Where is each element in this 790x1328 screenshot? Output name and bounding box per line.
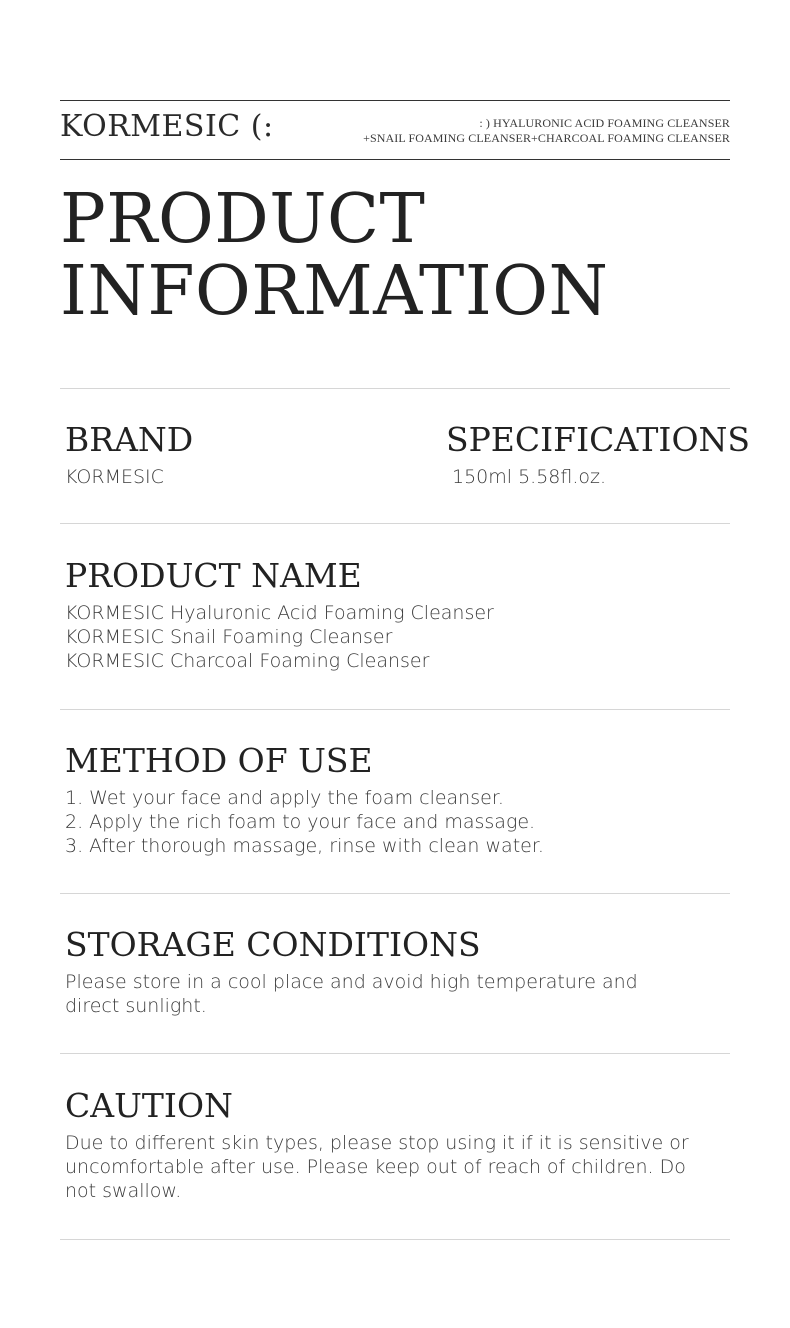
caution-heading: CAUTION bbox=[65, 1086, 233, 1125]
storage-conditions-text: Please store in a cool place and avoid high temperature and direct sunlight. bbox=[65, 971, 638, 1017]
list-item: 1. Wet your face and apply the foam cleanser. bbox=[65, 787, 504, 809]
page-title bbox=[60, 180, 609, 331]
header-bar bbox=[60, 100, 730, 160]
list-item: KORMESIC Hyaluronic Acid Foaming Cleanser bbox=[65, 602, 494, 624]
specifications-value: 150ml 5.58fl.oz. bbox=[452, 466, 607, 488]
method-of-use-heading: METHOD OF USE bbox=[65, 741, 373, 780]
brand-value: KORMESIC bbox=[65, 466, 164, 488]
page-title-line-2: INFORMATION bbox=[60, 252, 609, 331]
header-product-line-1: : ) HYALURONIC ACID FOAMING CLEANSER bbox=[479, 116, 730, 130]
divider bbox=[60, 1239, 730, 1240]
product-name-list bbox=[65, 601, 494, 673]
product-name-heading: PRODUCT NAME bbox=[65, 556, 362, 595]
page-title-line-1: PRODUCT bbox=[60, 180, 426, 259]
caution-text: Due to different skin types, please stop using it if it is sensitive or uncomfortable after use. Please keep out of reach of children. Do not swallow. bbox=[65, 1132, 689, 1202]
header-product-line-2: +SNAIL FOAMING CLEANSER+CHARCOAL FOAMING CLEANSER bbox=[363, 131, 730, 145]
list-item: 2. Apply the rich foam to your face and massage. bbox=[65, 811, 536, 833]
divider bbox=[60, 523, 730, 524]
divider bbox=[60, 388, 730, 389]
brand-mark: KORMESIC (: bbox=[60, 109, 274, 144]
divider bbox=[60, 709, 730, 710]
header-product-list bbox=[363, 116, 730, 146]
divider bbox=[60, 893, 730, 894]
storage-conditions-heading: STORAGE CONDITIONS bbox=[65, 925, 481, 964]
list-item: KORMESIC Charcoal Foaming Cleanser bbox=[65, 650, 430, 672]
method-of-use-steps bbox=[65, 786, 544, 858]
brand-heading: BRAND bbox=[65, 420, 194, 459]
list-item: KORMESIC Snail Foaming Cleanser bbox=[65, 626, 393, 648]
divider bbox=[60, 1053, 730, 1054]
specifications-heading: SPECIFICATIONS bbox=[446, 420, 750, 459]
list-item: 3. After thorough massage, rinse with clean water. bbox=[65, 835, 544, 857]
